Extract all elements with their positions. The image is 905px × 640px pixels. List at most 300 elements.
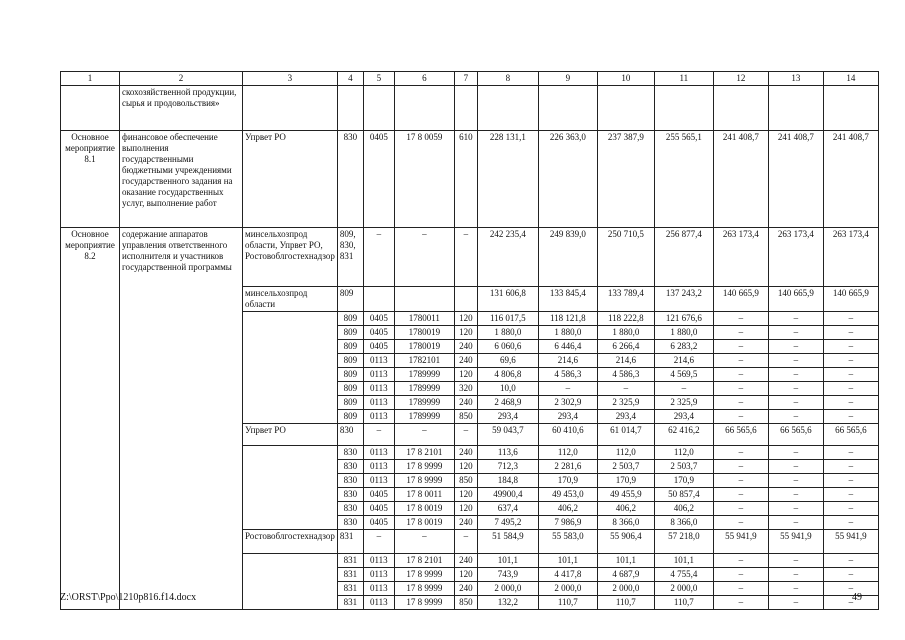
value-cell: – [654,382,713,396]
code-cell: 0405 [363,312,394,326]
value-cell: 228 131,1 [477,131,538,228]
value-cell: 113,6 [477,446,538,460]
code-cell: 0113 [363,460,394,474]
cell-empty [454,86,477,131]
code-cell: 850 [454,410,477,424]
code-cell: 0113 [363,474,394,488]
value-cell: 6 266,4 [597,340,654,354]
value-cell: 6 446,4 [538,340,597,354]
value-cell: 2 000,0 [654,582,713,596]
value-cell: 69,6 [477,354,538,368]
value-cell: 241 408,7 [768,131,823,228]
value-cell: – [713,326,768,340]
value-cell: 4 755,4 [654,568,713,582]
code-cell: 850 [454,474,477,488]
column-number: 6 [394,72,454,86]
column-number: 14 [823,72,878,86]
code-cell: 830 [337,460,363,474]
executor-cell: Ростовоблгостехнадзор [243,530,338,554]
value-cell: 4 806,8 [477,368,538,382]
value-cell: 55 583,0 [538,530,597,554]
value-cell: 4 417,8 [538,568,597,582]
value-cell: – [823,502,878,516]
value-cell: 51 584,9 [477,530,538,554]
description-cell: финансовое обеспечение выполнения государственными бюджетными учреждениями государственного задания на оказание государственных услуг, выполнение работ [120,131,243,228]
value-cell: – [597,382,654,396]
value-cell: – [768,446,823,460]
value-cell: 2 325,9 [597,396,654,410]
code-cell: 240 [454,340,477,354]
code-cell: 831 [337,568,363,582]
code-cell: 240 [454,582,477,596]
code-cell: 0405 [363,326,394,340]
value-cell: – [823,396,878,410]
code-cell: – [394,228,454,287]
value-cell: 2 468,9 [477,396,538,410]
column-number: 5 [363,72,394,86]
code-cell: – [363,424,394,446]
code-cell: 0113 [363,582,394,596]
cell-empty [477,86,538,131]
column-number: 9 [538,72,597,86]
value-cell: 249 839,0 [538,228,597,287]
value-cell: 101,1 [654,554,713,568]
value-cell: – [768,488,823,502]
value-cell: – [713,474,768,488]
table-row [61,228,879,287]
code-cell: 830 [337,488,363,502]
value-cell: 118 222,8 [597,312,654,326]
value-cell: 4 687,9 [597,568,654,582]
code-cell: 320 [454,382,477,396]
description-cell: скохозяйственной продукции, сырья и продовольствия» [120,86,243,131]
value-cell: – [768,474,823,488]
value-cell: – [713,340,768,354]
code-cell: 120 [454,488,477,502]
value-cell: 55 941,9 [713,530,768,554]
value-cell: 637,4 [477,502,538,516]
code-cell: 850 [454,596,477,610]
code-cell: 120 [454,312,477,326]
value-cell: – [823,568,878,582]
code-cell: 1780011 [394,312,454,326]
value-cell: – [823,516,878,530]
code-cell: 17 8 2101 [394,446,454,460]
code-cell: 1782101 [394,354,454,368]
value-cell: 255 565,1 [654,131,713,228]
value-cell: 49 455,9 [597,488,654,502]
value-cell: 406,2 [597,502,654,516]
table-row [61,86,879,131]
value-cell: – [713,488,768,502]
code-cell: 17 8 9999 [394,582,454,596]
code-cell: 0113 [363,554,394,568]
code-cell: 831 [337,582,363,596]
value-cell: 184,8 [477,474,538,488]
value-cell: 140 665,9 [713,287,768,312]
code-cell: 17 8 9999 [394,596,454,610]
value-cell: 250 710,5 [597,228,654,287]
code-cell: 240 [454,554,477,568]
value-cell: 61 014,7 [597,424,654,446]
value-cell: – [713,568,768,582]
column-number: 2 [120,72,243,86]
code-cell: 120 [454,326,477,340]
value-cell: – [823,582,878,596]
value-cell: – [713,410,768,424]
value-cell: 2 000,0 [538,582,597,596]
value-cell: – [768,502,823,516]
executor-cell: минсельхозпрод области, Упрвет РО, Ростовоблгостехнадзор [243,228,338,287]
value-cell: 214,6 [538,354,597,368]
column-number: 12 [713,72,768,86]
code-cell: 0405 [363,340,394,354]
value-cell: 110,7 [597,596,654,610]
value-cell: 137 243,2 [654,287,713,312]
cell-empty [394,86,454,131]
code-cell: 17 8 2101 [394,554,454,568]
code-cell: 17 8 0059 [394,131,454,228]
code-cell: 17 8 0019 [394,516,454,530]
value-cell: 66 565,6 [768,424,823,446]
code-cell: 0113 [363,354,394,368]
value-cell: 170,9 [597,474,654,488]
value-cell: – [823,446,878,460]
value-cell: 293,4 [654,410,713,424]
value-cell: 112,0 [654,446,713,460]
value-cell: – [713,368,768,382]
value-cell: – [823,354,878,368]
cell-empty [394,287,454,312]
code-cell: 0405 [363,488,394,502]
value-cell: 743,9 [477,568,538,582]
value-cell: – [768,582,823,596]
value-cell: 170,9 [654,474,713,488]
value-cell: 101,1 [477,554,538,568]
value-cell: 116 017,5 [477,312,538,326]
cell-empty [243,446,338,530]
cell-empty [363,287,394,312]
value-cell: 133 789,4 [597,287,654,312]
code-cell: – [454,530,477,554]
value-cell: 4 586,3 [538,368,597,382]
value-cell: – [768,312,823,326]
value-cell: – [768,516,823,530]
code-cell: 809 [337,410,363,424]
value-cell: 59 043,7 [477,424,538,446]
value-cell: 256 877,4 [654,228,713,287]
value-cell: 50 857,4 [654,488,713,502]
value-cell: 226 363,0 [538,131,597,228]
footer-file-path: Z:\ORST\Ppo\1210p816.f14.docx [60,592,197,603]
value-cell: 133 845,4 [538,287,597,312]
code-cell: 17 8 9999 [394,568,454,582]
value-cell: 4 569,5 [654,368,713,382]
value-cell: 110,7 [538,596,597,610]
code-cell: 240 [454,516,477,530]
value-cell: – [713,516,768,530]
value-cell: 55 906,4 [597,530,654,554]
value-cell: 49900,4 [477,488,538,502]
value-cell: 293,4 [477,410,538,424]
value-cell: – [768,368,823,382]
code-cell: 0113 [363,568,394,582]
code-cell: 830 [337,131,363,228]
value-cell: – [768,382,823,396]
value-cell: 263 173,4 [768,228,823,287]
code-cell: 809 [337,368,363,382]
code-cell: 830 [337,502,363,516]
code-cell: 120 [454,502,477,516]
value-cell: 101,1 [538,554,597,568]
column-number: 11 [654,72,713,86]
value-cell: 263 173,4 [823,228,878,287]
value-cell: – [713,396,768,410]
value-cell: 2 302,9 [538,396,597,410]
value-cell: 6 283,2 [654,340,713,354]
activity-code: Основное мероприятие 8.2 [61,228,120,610]
value-cell: – [713,554,768,568]
code-cell: 809 [337,312,363,326]
value-cell: – [768,396,823,410]
value-cell: – [823,368,878,382]
value-cell: 66 565,6 [823,424,878,446]
code-cell: 1789999 [394,382,454,396]
value-cell: – [713,312,768,326]
value-cell: 2 503,7 [654,460,713,474]
table-row [61,131,879,228]
code-cell: 0405 [363,502,394,516]
code-cell: 240 [454,354,477,368]
cell-empty [768,86,823,131]
code-cell: 0405 [363,516,394,530]
value-cell: 49 453,0 [538,488,597,502]
code-cell: 120 [454,460,477,474]
value-cell: 66 565,6 [713,424,768,446]
code-cell: 809 [337,287,363,312]
value-cell: – [713,354,768,368]
value-cell: – [768,568,823,582]
value-cell: 132,2 [477,596,538,610]
value-cell: – [713,460,768,474]
code-cell: 240 [454,446,477,460]
code-cell: – [363,228,394,287]
value-cell: 131 606,8 [477,287,538,312]
value-cell: 7 495,2 [477,516,538,530]
value-cell: – [768,354,823,368]
budget-table [60,71,879,610]
value-cell: 4 586,3 [597,368,654,382]
value-cell: 8 366,0 [597,516,654,530]
value-cell: 1 880,0 [538,326,597,340]
cell-empty [454,287,477,312]
code-cell: 0113 [363,382,394,396]
value-cell: 121 676,6 [654,312,713,326]
value-cell: – [823,460,878,474]
description-cell: содержание аппаратов управления ответственного исполнителя и участников государственной программы [120,228,243,610]
cell-empty [363,86,394,131]
table-row [61,72,879,86]
code-cell: 610 [454,131,477,228]
code-cell: 831 [337,554,363,568]
value-cell: 101,1 [597,554,654,568]
value-cell: – [768,460,823,474]
code-cell: 809 [337,354,363,368]
value-cell: – [538,382,597,396]
executor-cell: минсельхозпрод области [243,287,338,312]
code-cell: – [394,530,454,554]
value-cell: 112,0 [597,446,654,460]
code-cell: 1780019 [394,340,454,354]
value-cell: – [823,596,878,610]
value-cell: – [823,488,878,502]
value-cell: – [713,582,768,596]
code-cell: 0113 [363,596,394,610]
column-number: 10 [597,72,654,86]
value-cell: 242 235,4 [477,228,538,287]
value-cell: 406,2 [538,502,597,516]
code-cell: 809 [337,382,363,396]
code-cell: 17 8 9999 [394,460,454,474]
code-cell: 240 [454,396,477,410]
value-cell: 140 665,9 [768,287,823,312]
code-cell: 809 [337,396,363,410]
executor-cell: Упрвет РО [243,424,338,446]
cell-empty [823,86,878,131]
value-cell: 214,6 [597,354,654,368]
code-cell: 830 [337,474,363,488]
column-number: 7 [454,72,477,86]
value-cell: – [713,446,768,460]
footer-page-number: 49 [852,592,862,603]
code-cell: 0113 [363,396,394,410]
value-cell: 293,4 [538,410,597,424]
value-cell: 241 408,7 [823,131,878,228]
value-cell: 118 121,8 [538,312,597,326]
value-cell: 55 941,9 [768,530,823,554]
value-cell: 2 000,0 [597,582,654,596]
value-cell: – [768,326,823,340]
code-cell: 831 [337,530,363,554]
cell-empty [654,86,713,131]
value-cell: 62 416,2 [654,424,713,446]
value-cell: – [823,340,878,354]
code-cell: 0113 [363,446,394,460]
cell-empty [243,312,338,424]
code-cell: 17 8 0019 [394,502,454,516]
column-number: 13 [768,72,823,86]
value-cell: 7 986,9 [538,516,597,530]
value-cell: – [823,410,878,424]
value-cell: 112,0 [538,446,597,460]
column-number: 1 [61,72,120,86]
cell-empty [337,86,363,131]
column-number: 4 [337,72,363,86]
cell-empty [713,86,768,131]
value-cell: 140 665,9 [823,287,878,312]
value-cell: 6 060,6 [477,340,538,354]
value-cell: – [823,474,878,488]
value-cell: 241 408,7 [713,131,768,228]
code-cell: 1789999 [394,396,454,410]
column-number: 8 [477,72,538,86]
value-cell: 263 173,4 [713,228,768,287]
activity-code: Основное мероприятие 8.1 [61,131,120,228]
code-cell: 0113 [363,368,394,382]
value-cell: – [713,502,768,516]
value-cell: 2 000,0 [477,582,538,596]
code-cell: 120 [454,368,477,382]
value-cell: 60 410,6 [538,424,597,446]
code-cell: 1789999 [394,368,454,382]
value-cell: 406,2 [654,502,713,516]
value-cell: 57 218,0 [654,530,713,554]
cell-empty [61,86,120,131]
code-cell: 830 [337,446,363,460]
value-cell: – [768,554,823,568]
cell-empty [538,86,597,131]
code-cell: 0113 [363,410,394,424]
value-cell: – [713,382,768,396]
value-cell: 1 880,0 [654,326,713,340]
value-cell: 2 281,6 [538,460,597,474]
value-cell: 237 387,9 [597,131,654,228]
code-cell: 17 8 0011 [394,488,454,502]
value-cell: – [768,596,823,610]
code-cell: 1780019 [394,326,454,340]
value-cell: – [768,410,823,424]
value-cell: 110,7 [654,596,713,610]
code-cell: 830 [337,424,363,446]
value-cell: 1 880,0 [597,326,654,340]
code-cell: 830 [337,516,363,530]
code-cell: – [363,530,394,554]
cell-empty [597,86,654,131]
cell-empty [243,86,338,131]
code-cell: – [454,228,477,287]
value-cell: 55 941,9 [823,530,878,554]
value-cell: – [713,596,768,610]
value-cell: – [768,340,823,354]
code-cell: 809 [337,340,363,354]
cell-empty [243,554,338,610]
code-cell: 809, 830, 831 [337,228,363,287]
value-cell: – [823,312,878,326]
value-cell: 2 503,7 [597,460,654,474]
value-cell: 712,3 [477,460,538,474]
value-cell: – [823,382,878,396]
code-cell: – [394,424,454,446]
code-cell: 809 [337,326,363,340]
code-cell: 831 [337,596,363,610]
code-cell: 120 [454,568,477,582]
value-cell: 10,0 [477,382,538,396]
value-cell: 2 325,9 [654,396,713,410]
value-cell: 8 366,0 [654,516,713,530]
value-cell: – [823,554,878,568]
value-cell: – [823,326,878,340]
code-cell: 1789999 [394,410,454,424]
column-number: 3 [243,72,338,86]
value-cell: 1 880,0 [477,326,538,340]
executor-cell: Упрвет РО [243,131,338,228]
value-cell: 293,4 [597,410,654,424]
code-cell: 17 8 9999 [394,474,454,488]
code-cell: – [454,424,477,446]
value-cell: 214,6 [654,354,713,368]
code-cell: 0405 [363,131,394,228]
value-cell: 170,9 [538,474,597,488]
